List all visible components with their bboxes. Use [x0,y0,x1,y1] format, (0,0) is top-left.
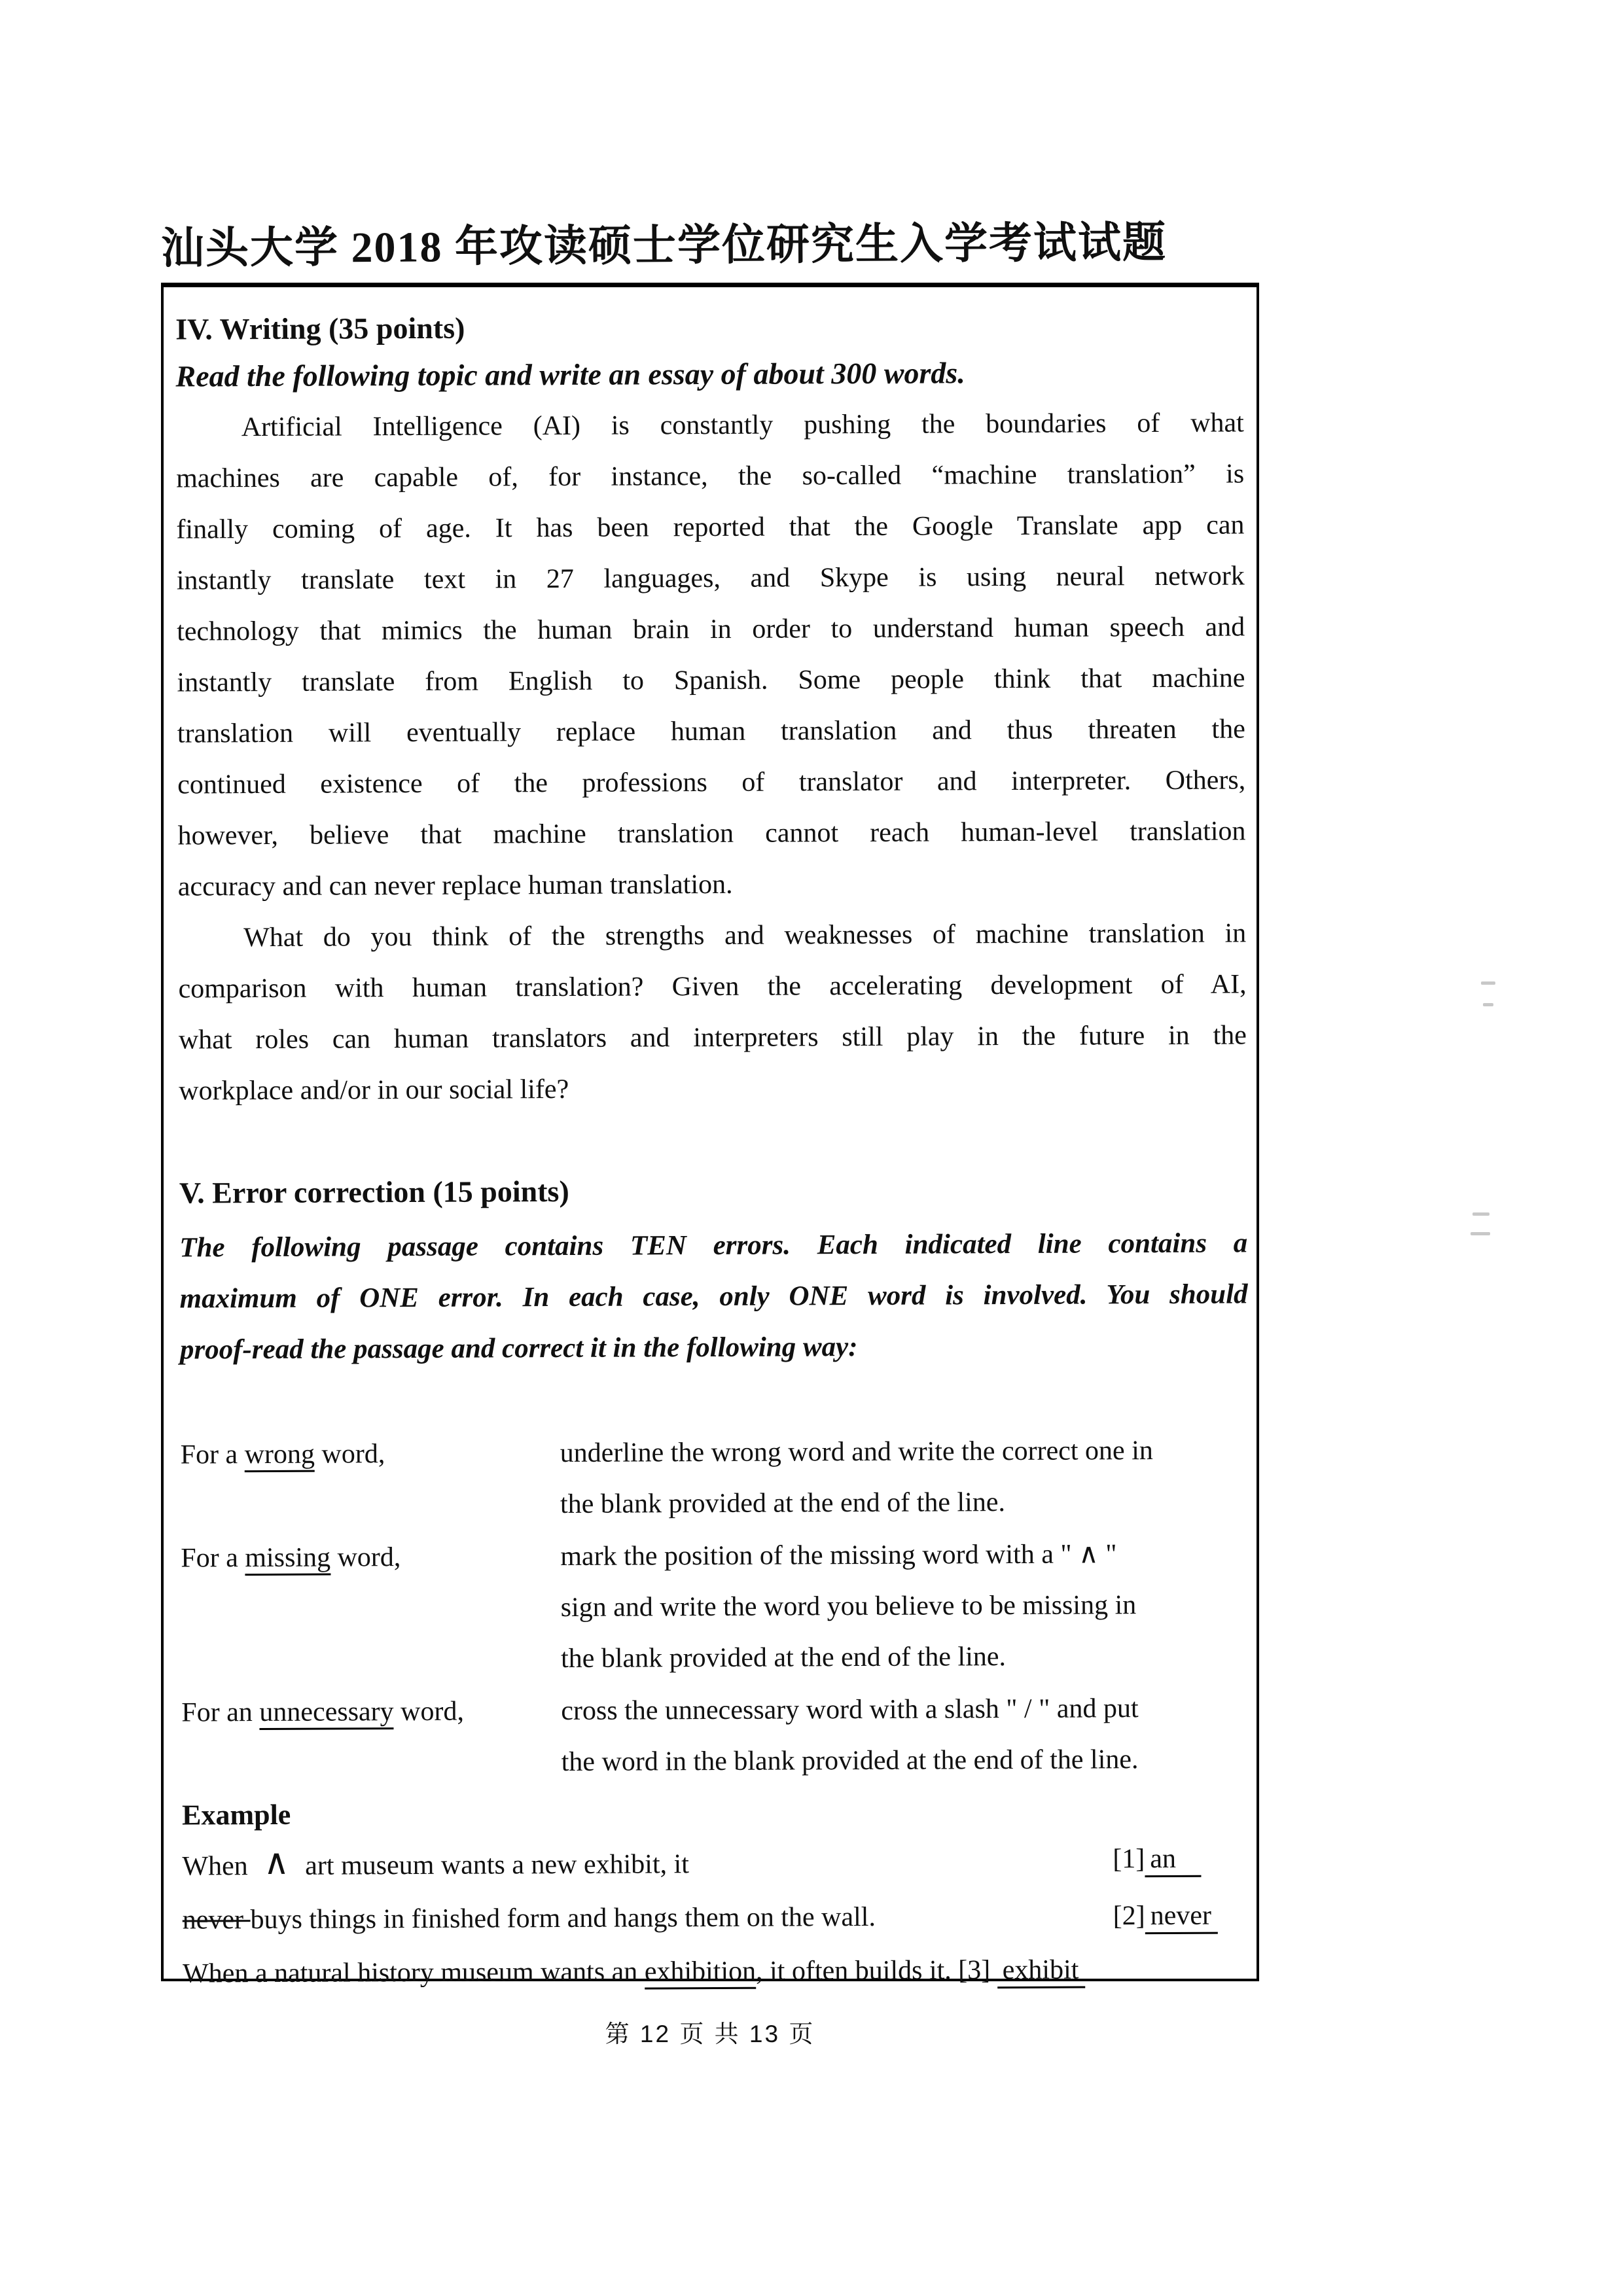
paragraph-line: finally coming of age. It has been reported that the Google Translate app can [176,510,1245,545]
writing-prompt-paragraphs [176,397,1247,1116]
answer-word: never [1145,1901,1219,1934]
instruction-line: The following passage contains TEN errors. Each indicated line contains a [179,1227,1248,1263]
rule-description [560,1528,1249,1684]
example-text: When [182,1851,248,1882]
rule-wrong-word [180,1424,1249,1531]
example-line-1 [182,1833,1250,1892]
answer-number: [1] [1113,1844,1145,1875]
rule-label-prefix: For a [181,1543,245,1574]
rule-description [561,1682,1250,1788]
rule-label-suffix: word, [393,1696,465,1727]
example-text: , it often builds it. [755,1955,959,1987]
rule-label-keyword: missing [245,1543,330,1576]
exam-content-box [161,283,1259,1989]
rule-label-keyword: unnecessary [259,1697,393,1730]
paragraph-line: technology that mimics the human brain in order to understand human speech and [177,612,1245,647]
example-answer-1 [1113,1833,1201,1885]
rule-description-line: sign and write the word you believe to be missing in [560,1590,1137,1623]
paragraph-line: translation will eventually replace human translation and thus threaten the [177,714,1245,749]
paragraph-line: continued existence of the professions of translator and interpreter. Others, [177,765,1246,800]
error-correction-heading: V. Error correction (15 points) [179,1174,569,1210]
answer-word: exhibit [997,1955,1086,1989]
paragraph-line: instantly translate text in 27 languages, and Skype is using neural network [176,561,1245,596]
caret-insert-icon: ∧ [263,1842,290,1882]
rule-label-suffix: word, [314,1439,385,1470]
rule-description-line: the blank provided at the end of the line. [560,1487,1006,1520]
scan-artifact [1471,1232,1490,1235]
rule-label-prefix: For a [180,1439,245,1470]
error-correction-instructions [179,1218,1248,1375]
paragraph-line: workplace and/or in our social life? [179,1074,569,1106]
rule-description-line: mark the position of the missing word with a " ∧ " [560,1539,1117,1572]
paragraph-line: comparison with human translation? Given the accelerating development of AI, [178,969,1247,1004]
rule-label-suffix: word, [330,1542,401,1573]
rule-label [180,1428,560,1532]
example-line-3 [183,1943,1251,1999]
underlined-word: exhibition [645,1956,757,1990]
example-text: When a natural history museum wants an [183,1956,645,1989]
paragraph-line: accuracy and can never replace human translation. [177,869,733,902]
answer-number: [3] [958,1955,991,1986]
scan-artifact [1481,981,1495,985]
paragraph-line: What do you think of the strengths and weaknesses of machine translation in [243,918,1247,953]
scan-artifact [1483,1003,1493,1006]
answer-word: an [1145,1844,1201,1877]
rule-label [181,1531,561,1686]
rule-unnecessary-word [181,1682,1250,1789]
example-text: art museum wants a new exhibit, it [305,1849,690,1881]
correction-rules [180,1424,1249,1789]
writing-section-heading: IV. Writing (35 points) [175,311,465,346]
instruction-line: maximum of ONE error. In each case, only ONE word is involved. You should [179,1279,1248,1315]
example-line-2 [183,1890,1251,1945]
rule-description [560,1424,1249,1530]
page-title: 汕头大学 2018 年攻读硕士学位研究生入学考试试题 [160,219,1168,273]
paragraph-line: Artificial Intelligence (AI) is constantly pushing the boundaries of what [241,408,1244,443]
rule-label-keyword: wrong [245,1439,315,1472]
example-answer-2 [1113,1890,1219,1942]
rule-label-prefix: For an [181,1697,260,1728]
writing-section-subheading: Read the following topic and write an essay of about 300 words. [175,356,965,393]
exam-content [175,304,1251,1999]
paragraph-line: however, believe that machine translation cannot reach human-level translation [177,816,1246,851]
answer-number: [2] [1113,1901,1145,1932]
rule-description-line: underline the wrong word and write the correct one in [560,1436,1153,1469]
rule-missing-word [181,1528,1249,1686]
instruction-line: proof-read the passage and correct it in the following way: [179,1332,858,1366]
example-text: buys things in finished form and hangs them on the wall. [250,1901,876,1935]
paragraph-line: instantly translate from English to Spanish. Some people think that machine [177,663,1245,698]
rule-label [181,1686,562,1790]
rule-description-line: the word in the blank provided at the end of the line. [561,1744,1139,1778]
rule-description-line: the blank provided at the end of the line. [560,1642,1007,1674]
paragraph-line: what roles can human translators and interpreters still play in the future in the [178,1020,1247,1055]
struck-word: never [182,1905,251,1935]
page-number-footer: 第 12 页 共 13 页 [605,2021,815,2047]
scan-artifact [1472,1212,1489,1216]
example-heading: Example [181,1798,291,1831]
rule-description-line: cross the unnecessary word with a slash " / " and put [561,1693,1139,1727]
paragraph-line: machines are capable of, for instance, the so-called “machine translation” is [176,459,1245,494]
